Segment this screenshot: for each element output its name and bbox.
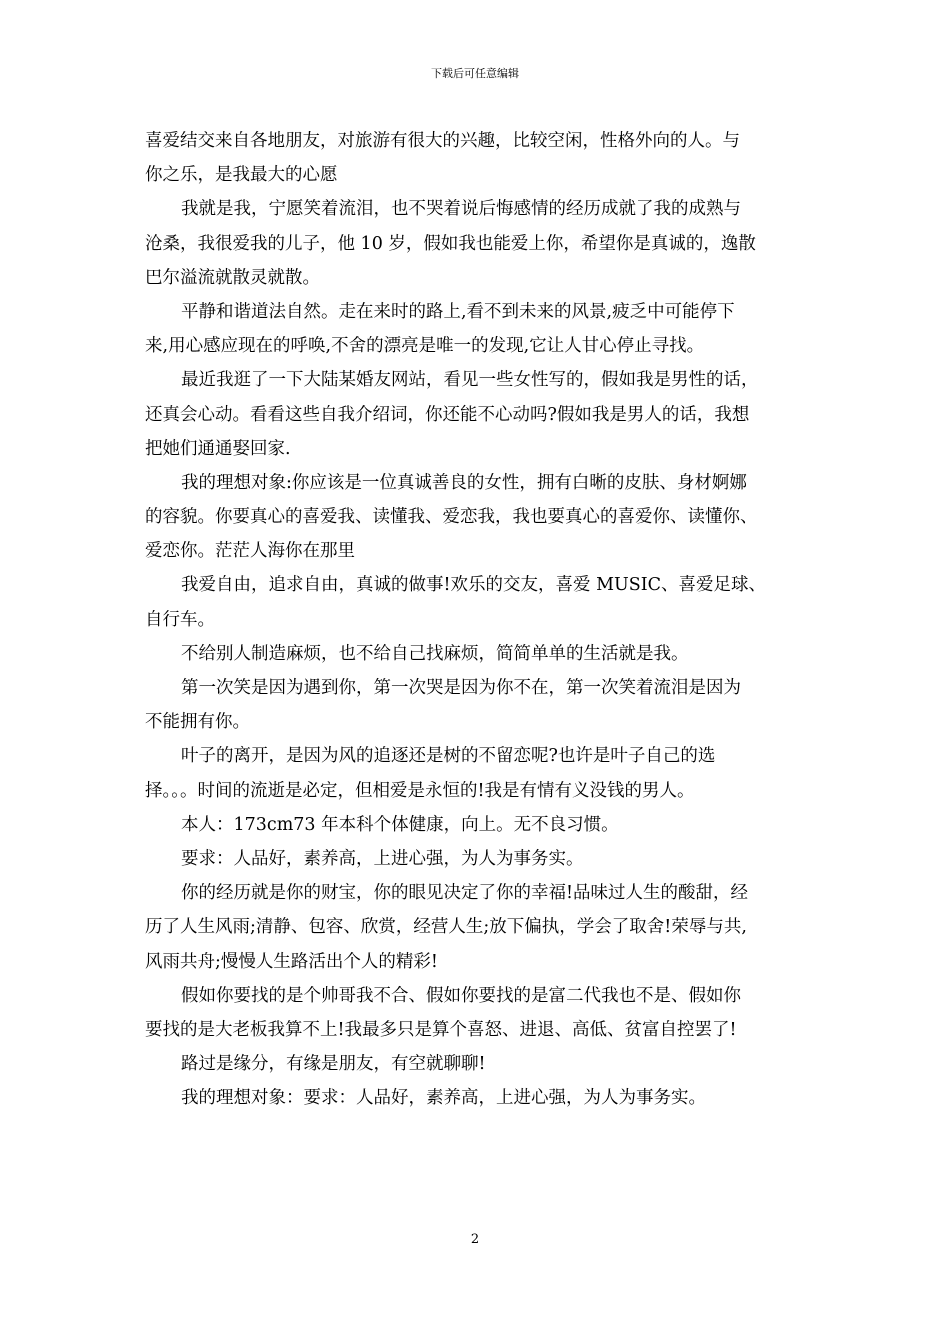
paragraph-line: 我的理想对象：要求：人品好，素养高，上进心强，为人为事务实。 xyxy=(181,1088,706,1109)
paragraph-line: 你之乐，是我最大的心愿 xyxy=(145,165,338,186)
paragraph xyxy=(145,637,813,671)
paragraph-line: 最近我逛了一下大陆某婚友网站，看见一些女性写的，假如我是男性的话， xyxy=(181,370,759,391)
paragraph xyxy=(145,124,813,192)
paragraph xyxy=(145,1081,813,1115)
paragraph-line: 喜爱结交来自各地朋友，对旅游有很大的兴趣，比较空闲，性格外向的人。与 xyxy=(145,131,740,151)
paragraph-line: 来,用心感应现在的呼唤,不舍的漂亮是唯一的发现,它让人甘心停止寻找。 xyxy=(145,336,705,357)
document-body xyxy=(145,124,813,1115)
paragraph xyxy=(145,568,813,636)
paragraph-line: 你的经历就是你的财宝，你的眼见决定了你的幸福!品味过人生的酸甜，经 xyxy=(181,883,749,904)
paragraph xyxy=(145,739,813,807)
page-header: 下载后可任意编辑 xyxy=(431,67,519,80)
paragraph-line: 历了人生风雨;清静、包容、欣赏，经营人生;放下偏执，学会了取舍!荣辱与共, xyxy=(145,917,747,938)
paragraph xyxy=(145,876,813,979)
paragraph-line: 不能拥有你。 xyxy=(145,712,250,733)
paragraph-line: 本人：173cm73 年本科个体健康，向上。无不良习惯。 xyxy=(181,814,619,835)
paragraph xyxy=(145,192,813,295)
paragraph-line: 爱恋你。茫茫人海你在那里 xyxy=(145,541,355,562)
paragraph-line: 第一次笑是因为遇到你，第一次哭是因为你不在，第一次笑着流泪是因为 xyxy=(181,678,741,698)
paragraph-line: 自行车。 xyxy=(145,609,215,630)
paragraph xyxy=(145,363,813,466)
paragraph-line: 要找的是大老板我算不上!我最多只是算个喜怒、进退、高低、贫富自控罢了! xyxy=(145,1019,737,1040)
paragraph-line: 不给别人制造麻烦，也不给自己找麻烦，简简单单的生活就是我。 xyxy=(181,643,689,664)
paragraph xyxy=(145,671,813,739)
paragraph-line: 要求：人品好，素养高，上进心强，为人为事务实。 xyxy=(181,848,584,869)
paragraph xyxy=(145,808,813,842)
paragraph xyxy=(145,842,813,876)
paragraph-line: 的容貌。你要真心的喜爱我、读懂我、爱恋我，我也要真心的喜爱你、读懂你、 xyxy=(145,507,758,528)
page-number: 2 xyxy=(470,1232,480,1247)
paragraph-line: 沧桑，我很爱我的儿子，他 10 岁，假如我也能爱上你，希望你是真诚的，逸散 xyxy=(145,233,756,254)
paragraph-line: 我就是我，宁愿笑着流泪，也不哭着说后悔感情的经历成就了我的成熟与 xyxy=(181,199,741,220)
paragraph-line: 我爱自由，追求自由，真诚的做事!欢乐的交友，喜爱 MUSIC、喜爱足球、 xyxy=(181,575,767,596)
paragraph xyxy=(145,295,813,363)
paragraph-line: 还真会心动。看看这些自我介绍词，你还能不心动吗?假如我是男人的话，我想 xyxy=(145,404,750,425)
paragraph-line: 平静和谐道法自然。走在来时的路上,看不到未来的风景,疲乏中可能停下 xyxy=(181,301,735,322)
paragraph-line: 把她们通通娶回家. xyxy=(145,438,291,459)
paragraph xyxy=(145,466,813,569)
paragraph-line: 假如你要找的是个帅哥我不合、假如你要找的是富二代我也不是、假如你 xyxy=(181,985,741,1006)
paragraph-line: 择。。。时间的流逝是必定，但相爱是永恒的!我是有情有义没钱的男人。 xyxy=(145,780,695,801)
paragraph-line: 巴尔溢流就散灵就散。 xyxy=(145,267,320,288)
paragraph-line: 我的理想对象:你应该是一位真诚善良的女性，拥有白晰的皮肤、身材婀娜 xyxy=(181,472,747,493)
paragraph xyxy=(145,979,813,1047)
paragraph-line: 风雨共舟;慢慢人生路活出个人的精彩! xyxy=(145,951,438,972)
paragraph xyxy=(145,1047,813,1081)
paragraph-line: 路过是缘分，有缘是朋友，有空就聊聊! xyxy=(181,1054,486,1075)
paragraph-line: 叶子的离开，是因为风的追逐还是树的不留恋呢?也许是叶子自己的选 xyxy=(181,746,716,767)
